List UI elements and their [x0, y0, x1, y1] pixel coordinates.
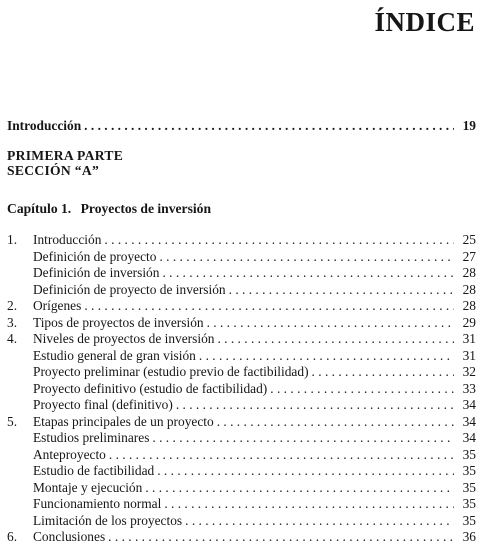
toc-entry-number: 1.: [7, 232, 18, 247]
toc-entry[interactable]: [0, 446, 481, 463]
toc-entry-label: Etapas principales de un proyecto: [33, 413, 214, 429]
toc-entry-label: Anteproyecto: [33, 446, 106, 462]
toc-entry-page: 31: [462, 347, 476, 363]
toc-entry-page: 31: [462, 331, 476, 346]
toc-entry-label: Proyecto definitivo (estudio de factibilidad): [33, 380, 268, 396]
toc-entry-label-row: [33, 446, 481, 463]
toc-entry[interactable]: [0, 462, 481, 479]
chapter-title: Proyectos de inversión: [80, 201, 212, 216]
toc-entry-label: Definición de inversión: [33, 265, 160, 280]
dot-leader: [145, 479, 454, 496]
toc-entry-page: 35: [462, 496, 476, 511]
dot-leader: [84, 297, 454, 314]
toc-entry[interactable]: [0, 429, 481, 446]
dot-leader: [199, 347, 454, 364]
toc-entry-label: Estudio general de gran visión: [33, 347, 196, 363]
toc-entry-number: 5.: [7, 413, 18, 429]
dot-leader: [312, 363, 454, 380]
toc-entry-label: Definición de proyecto: [33, 248, 157, 264]
dot-leader: [109, 446, 454, 463]
toc-entry-label-row: [7, 117, 481, 134]
toc-entry-page: 34: [462, 413, 476, 429]
toc-entry-page: 32: [462, 364, 476, 379]
dot-leader: [152, 429, 454, 446]
toc-entry-page: 28: [462, 298, 476, 313]
toc-entry-page: 28: [462, 281, 476, 297]
dot-leader: [270, 380, 454, 397]
toc-entry-label-row: [33, 314, 481, 331]
toc-entry-page: 35: [462, 446, 476, 462]
toc-entry-label: Montaje y ejecución: [33, 479, 143, 495]
toc-entry-label-row: [33, 479, 481, 496]
toc-entry-label-row: [33, 396, 481, 413]
toc-entry-page: 27: [462, 248, 476, 264]
toc-entry-page: 29: [462, 314, 476, 330]
dot-leader: [104, 231, 454, 248]
toc-entry-number: 6.: [7, 529, 18, 544]
toc-entry-page: 33: [462, 380, 476, 396]
toc-entry[interactable]: [0, 479, 481, 496]
toc-entry-label-row: [33, 330, 481, 347]
toc-entry-label: Tipos de proyectos de inversión: [33, 314, 204, 330]
toc-entry-label-row: [33, 528, 481, 545]
toc-entry-label: Definición de proyecto de inversión: [33, 281, 226, 297]
toc-entry-number: 4.: [7, 331, 18, 346]
toc-entry-number: 3.: [7, 314, 18, 330]
toc-entry-page: 36: [462, 529, 476, 544]
toc-entry-page: 35: [462, 479, 476, 495]
toc-entry-label: Orígenes: [33, 298, 82, 313]
toc-entry-page: 34: [462, 430, 476, 445]
toc-entry-label-row: [33, 363, 481, 380]
toc-entry-page: 35: [462, 512, 476, 528]
toc-entry-label: Niveles de proyectos de inversión: [33, 331, 215, 346]
toc-entry[interactable]: [0, 231, 481, 248]
toc-entry[interactable]: [0, 330, 481, 347]
toc-entry-number: 2.: [7, 298, 18, 313]
dot-leader: [217, 413, 454, 430]
toc-entry-label: Proyecto preliminar (estudio previo de factibilidad): [33, 364, 309, 379]
toc-entry[interactable]: [0, 495, 481, 512]
dot-leader: [229, 281, 454, 298]
toc-entry-label-row: [33, 462, 481, 479]
toc-entry-label-row: [33, 281, 481, 298]
toc-entry[interactable]: [0, 363, 481, 380]
toc-entry-label-row: [33, 347, 481, 364]
toc-entry[interactable]: [0, 347, 481, 364]
toc-entry[interactable]: [0, 413, 481, 430]
dot-leader: [207, 314, 454, 331]
dot-leader: [176, 396, 454, 413]
toc-entry[interactable]: [0, 528, 481, 545]
toc-entry-label: Limitación de los proyectos: [33, 512, 183, 528]
dot-leader: [162, 264, 454, 281]
toc-entry-page: 25: [462, 232, 476, 247]
toc-entry-label: Introducción: [33, 232, 102, 247]
toc-entry-label: Introducción: [7, 118, 82, 133]
toc-entry-label: Conclusiones: [33, 529, 106, 544]
page-title: ÍNDICE: [374, 7, 475, 37]
toc-entry[interactable]: [0, 264, 481, 281]
dot-leader: [157, 462, 454, 479]
dot-leader: [164, 495, 454, 512]
toc-entry-label: Estudio de factibilidad: [33, 463, 155, 478]
toc-entry-label-row: [33, 248, 481, 265]
chapter-number: Capítulo 1.: [7, 201, 72, 216]
toc-entry-label-row: [33, 413, 481, 430]
toc-entry-label-row: [33, 495, 481, 512]
toc-entry-label: Estudios preliminares: [33, 430, 150, 445]
chapter-heading: [7, 200, 211, 217]
toc-entry[interactable]: [0, 396, 481, 413]
toc-entry-page: 28: [462, 265, 476, 280]
toc-entry-label: Funcionamiento normal: [33, 496, 162, 511]
toc-entry[interactable]: [0, 248, 481, 265]
toc-entry-page: 35: [462, 463, 476, 478]
toc-entry[interactable]: [0, 314, 481, 331]
section-heading: SECCIÓN “A”: [7, 163, 100, 178]
toc-entry-label-row: [33, 264, 481, 281]
dot-leader: [185, 512, 454, 529]
dot-leader: [159, 248, 454, 265]
toc-entry-label-row: [33, 231, 481, 248]
dot-leader: [217, 330, 454, 347]
toc-entry-label-row: [33, 297, 481, 314]
toc-entry-page: 34: [462, 397, 476, 412]
toc-entry[interactable]: [0, 281, 481, 298]
dot-leader: [108, 528, 454, 545]
toc-entry-label: Proyecto final (definitivo): [33, 397, 173, 412]
toc-entry[interactable]: [0, 297, 481, 314]
dot-leader: [84, 117, 454, 134]
toc-entry-page: 19: [462, 118, 476, 133]
part-heading: PRIMERA PARTE: [7, 148, 124, 163]
toc-entry[interactable]: [0, 512, 481, 529]
toc-entry[interactable]: [0, 380, 481, 397]
toc-entry-label-row: [33, 380, 481, 397]
toc-entry-introduccion[interactable]: [0, 117, 481, 134]
toc-entry-label-row: [33, 512, 481, 529]
toc-entry-label-row: [33, 429, 481, 446]
